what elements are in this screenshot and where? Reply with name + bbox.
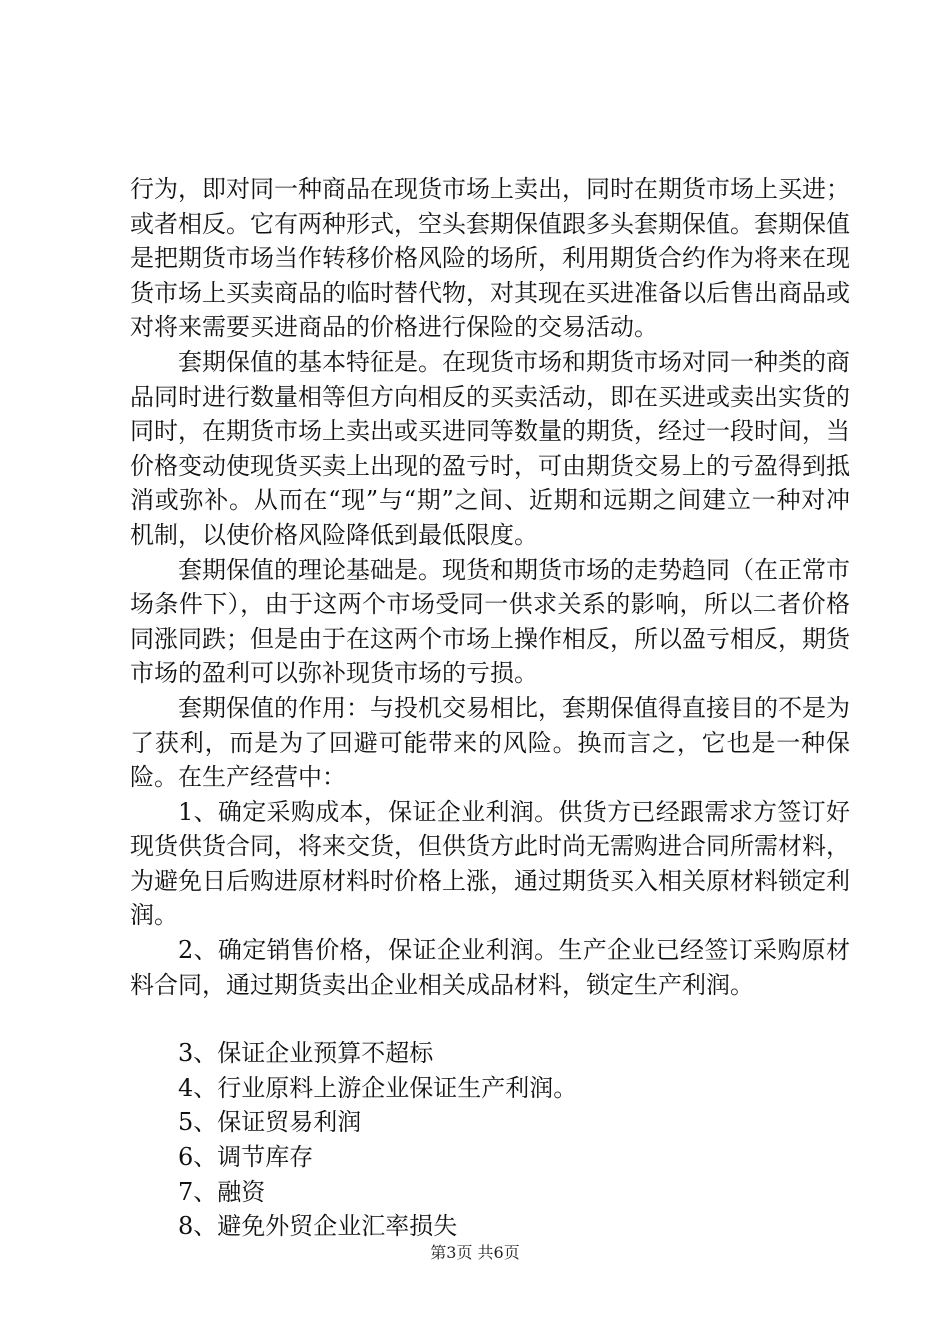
list-item: 4、行业原料上游企业保证生产利润。 (178, 1073, 578, 1102)
blank-line (130, 1002, 850, 1036)
paragraph-hedging-role: 套期保值的作用：与投机交易相比，套期保值得直接目的不是为了获利，而是为了回避可能带来的风险。换而言之，它也是一种保险。在生产经营中： (130, 693, 850, 792)
paragraph-basic-features: 套期保值的基本特征是。在现货市场和期货市场对同一种类的商品同时进行数量相等但方向相反的买卖活动，即在买进或卖出实货的同时，在期货市场上卖出或买进同等数量的期货，经过一段时间，当价格变动使现货买卖上出现的盈亏时，可由期货交易上的亏盈得到抵消或弥补。从而在“现”与“期”之间、近期和远期之间建立一种对冲机制，以使价格风险降低到最低限度。 (130, 347, 850, 549)
paragraph-point-2: 2、确定销售价格，保证企业利润。生产企业已经签订采购原材料合同，通过期货卖出企业相关成品材料，锁定生产利润。 (130, 936, 850, 999)
document-body (130, 172, 850, 1244)
paragraph-point-1: 1、确定采购成本，保证企业利润。供货方已经跟需求方签订好现货供货合同，将来交货，但供货方此时尚无需购进合同所需材料，为避免日后购进原材料时价格上涨，通过期货买入相关原材料锁定利润。 (130, 797, 850, 930)
list-item: 3、保证企业预算不超标 (178, 1039, 434, 1068)
paragraph-hedging-definition: 行为，即对同一种商品在现货市场上卖出，同时在期货市场上买进；或者相反。它有两种形式，空头套期保值跟多头套期保值。套期保值是把期货市场当作转移价格风险的场所，利用期货合约作为将来在现货市场上买卖商品的临时替代物，对其现在买进准备以后售出商品或对将来需要买进商品的价格进行保险的交易活动。 (130, 175, 850, 342)
list-item: 7、融资 (178, 1177, 266, 1206)
list-item: 5、保证贸易利润 (178, 1108, 362, 1137)
paragraph-theoretical-basis: 套期保值的理论基础是。现货和期货市场的走势趋同（在正常市场条件下），由于这两个市场受同一供求关系的影响，所以二者价格同涨同跌；但是由于在这两个市场上操作相反，所以盈亏相反，期货市场的盈利可以弥补现货市场的亏损。 (130, 555, 850, 688)
list-item: 6、调节库存 (178, 1143, 314, 1172)
list-item: 8、避免外贸企业汇率损失 (178, 1212, 458, 1241)
page-footer: 第3页 共6页 (430, 1243, 520, 1262)
